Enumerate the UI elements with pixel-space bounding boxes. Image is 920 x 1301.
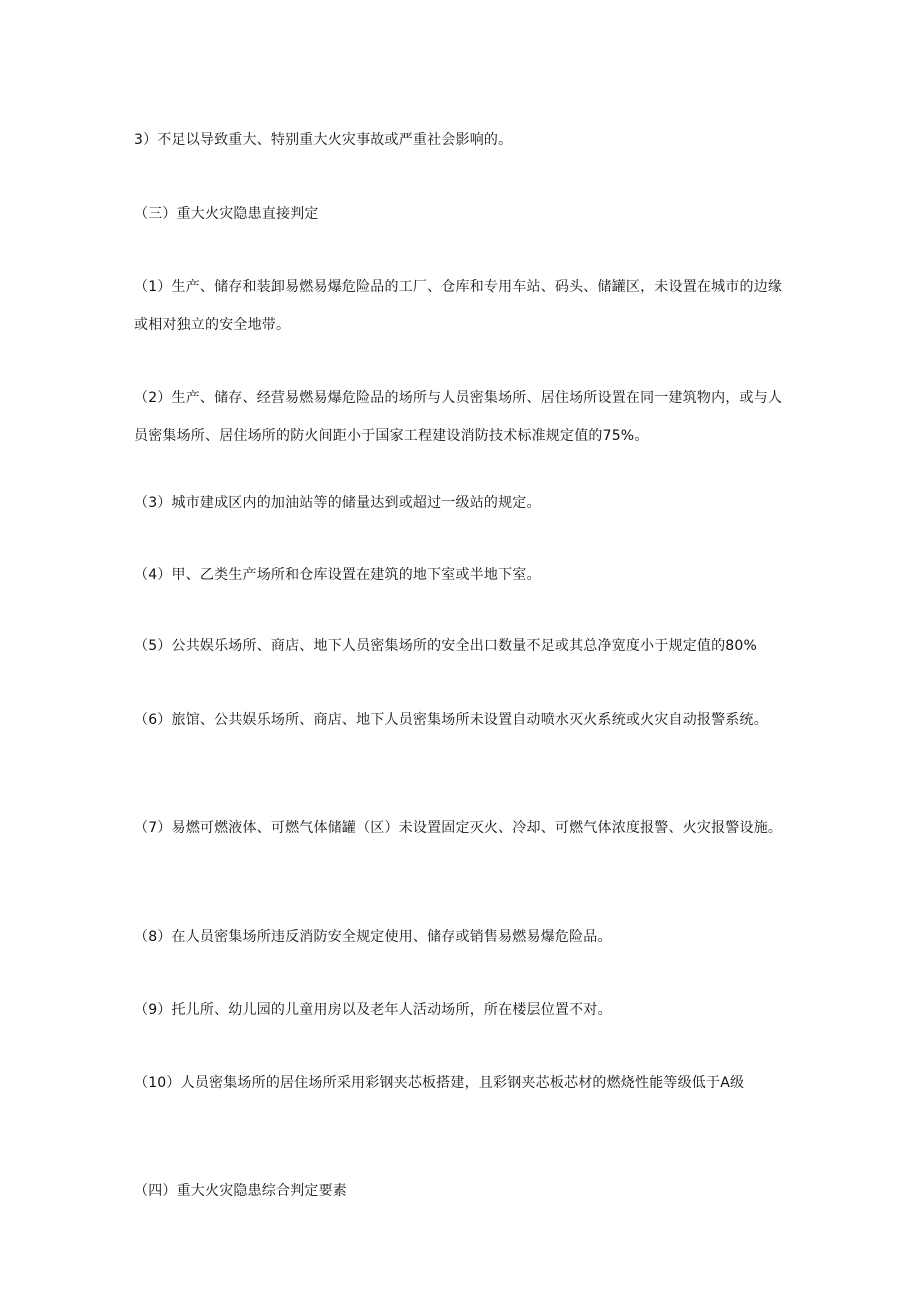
list-item-8: （8）在人员密集场所违反消防安全规定使用、储存或销售易燃易爆危险品。 (134, 929, 612, 945)
list-item-7: （7）易燃可燃液体、可燃气体储罐（区）未设置固定灭火、冷却、可燃气体浓度报警、火灾报警设施。 (134, 820, 783, 836)
list-item-2: （2）生产、储存、经营易燃易爆危险品的场所与人员密集场所、居住场所设置在同一建筑物内，或与人员密集场所、居住场所的防火间距小于国家工程建设消防技术标准规定值的75%。 (134, 390, 783, 444)
paragraph-item-3-conclusion: 3）不足以导致重大、特别重大火灾事故或严重社会影响的。 (134, 132, 513, 148)
list-item-5: （5）公共娱乐场所、商店、地下人员密集场所的安全出口数量不足或其总净宽度小于规定值的80% (134, 638, 758, 654)
section-heading-direct-judgment: （三）重大火灾隐患直接判定 (134, 206, 319, 222)
list-item-4: （4）甲、乙类生产场所和仓库设置在建筑的地下室或半地下室。 (134, 567, 541, 583)
list-item-10: （10）人员密集场所的居住场所采用彩钢夹芯板搭建，且彩钢夹芯板芯材的燃烧性能等级低于A级 (134, 1075, 745, 1091)
list-item-6: （6）旅馆、公共娱乐场所、商店、地下人员密集场所未设置自动喷水灭火系统或火灾自动报警系统。 (134, 712, 768, 728)
section-heading-comprehensive-factors: （四）重大火灾隐患综合判定要素 (134, 1183, 347, 1199)
list-item-1: （1）生产、储存和装卸易燃易爆危险品的工厂、仓库和专用车站、码头、储罐区，未设置在城市的边缘或相对独立的安全地带。 (134, 279, 783, 333)
list-item-9: （9）托儿所、幼儿园的儿童用房以及老年人活动场所，所在楼层位置不对。 (134, 1002, 612, 1018)
list-item-3: （3）城市建成区内的加油站等的储量达到或超过一级站的规定。 (134, 495, 541, 511)
